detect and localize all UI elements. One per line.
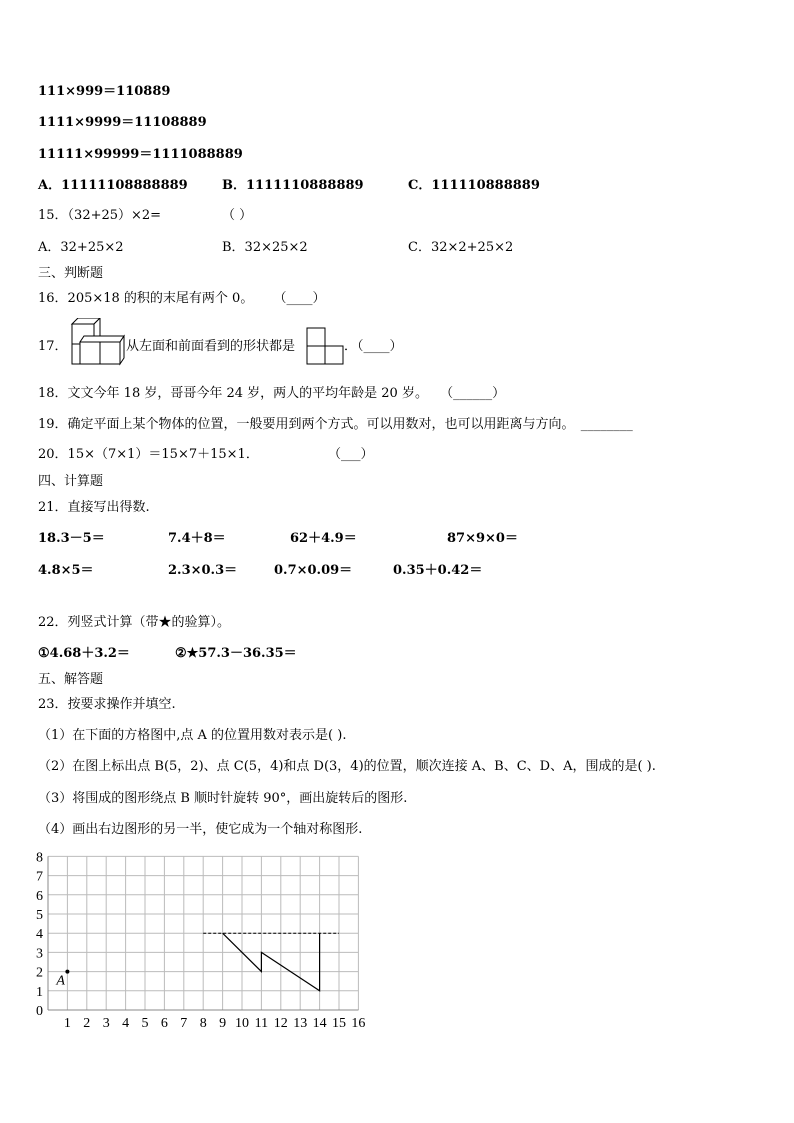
q23-part-2: （2）在图上标出点 B(5，2)、点 C(5，4)和点 D(3，4)的位置，顺次连接 A、B、C、D、A，围成的是( ).	[38, 759, 656, 774]
x-tick-label: 11	[254, 1016, 269, 1031]
q15-option-a: A．32+25×2	[38, 240, 124, 255]
q22-item-b: ②★57.3－36.35＝	[175, 646, 297, 661]
q20-stem: 20．15×（7×1）＝15×7＋15×1．	[38, 447, 259, 462]
y-tick-label: 7	[36, 869, 43, 885]
y-tick-label: 6	[36, 888, 43, 904]
y-tick-label: 4	[36, 927, 43, 943]
x-tick-label: 3	[102, 1016, 110, 1031]
q21-item-3: 62＋4.9＝	[290, 531, 357, 546]
x-tick-label: 4	[122, 1016, 130, 1031]
example-line-3: 11111×99999＝1111088889	[38, 147, 243, 162]
q17-num: 17．	[38, 339, 68, 354]
q22-stem: 22．列竖式计算（带★的验算）。	[38, 615, 231, 630]
section-4-heading: 四、计算题	[38, 474, 104, 489]
x-tick-label: 10	[235, 1016, 249, 1031]
q21-item-5: 4.8×5＝	[38, 563, 94, 578]
x-tick-label: 14	[312, 1016, 327, 1031]
example-line-1: 111×999＝110889	[38, 84, 171, 99]
q23-part-1: （1）在下面的方格图中,点 A 的位置用数对表示是( ).	[38, 728, 347, 743]
section-5-heading: 五、解答题	[38, 672, 104, 687]
x-tick-label: 13	[293, 1016, 308, 1031]
q18-stem: 18．文文今年 18 岁，哥哥今年 24 岁，两人的平均年龄是 20 岁。	[38, 386, 428, 401]
q22-item-a: ①4.68＋3.2＝	[38, 646, 130, 661]
q19	[38, 417, 633, 433]
section-3-heading: 三、判断题	[38, 266, 104, 281]
q15-option-b: B．32×25×2	[222, 240, 308, 255]
example-line-2: 1111×9999＝11108889	[38, 115, 207, 130]
view-shape-figure	[306, 327, 346, 365]
q15-paren: （ ）	[222, 208, 253, 223]
q21-stem: 21．直接写出得数.	[38, 500, 150, 515]
coordinate-grid	[30, 848, 375, 1037]
q23-part-4: （4）画出右边图形的另一半，使它成为一个轴对称图形.	[38, 822, 363, 837]
q21-item-2: 7.4＋8＝	[168, 531, 226, 546]
q14-option-b: B．1111110888889	[222, 178, 364, 193]
y-tick-label: 8	[36, 850, 43, 866]
y-tick-label: 0	[36, 1004, 43, 1019]
q16-blank: （____）	[273, 291, 326, 306]
q14-option-c: C．111110888889	[408, 178, 540, 193]
x-tick-label: 6	[160, 1016, 168, 1031]
y-tick-label: 1	[36, 984, 43, 1000]
y-tick-label: 5	[36, 908, 43, 923]
half-figure-shape	[223, 933, 320, 991]
x-tick-label: 5	[141, 1016, 149, 1031]
y-tick-label: 2	[36, 965, 43, 981]
y-tick-label: 3	[36, 946, 43, 962]
q19-blank: ________	[580, 417, 633, 432]
q21-item-1: 18.3－5＝	[38, 531, 105, 546]
x-tick-label: 1	[63, 1016, 71, 1031]
q20-blank: （___）	[328, 447, 374, 462]
x-tick-label: 12	[273, 1016, 288, 1031]
grid-svg	[30, 848, 375, 1033]
point-a-label: A	[56, 973, 65, 989]
q16	[38, 291, 325, 307]
q15-stem: 15．（32+25）×2=	[38, 208, 162, 223]
q17-blank: ．（____）	[344, 339, 403, 354]
x-tick-label: 15	[332, 1016, 346, 1031]
q19-stem: 19．确定平面上某个物体的位置，一般要用到两个方式。可以用数对，也可以用距离与方向。	[38, 417, 575, 432]
q15-option-c: C．32×2+25×2	[408, 240, 514, 255]
q14-option-a: A．11111108888889	[38, 178, 188, 193]
q21-item-6: 2.3×0.3＝	[168, 563, 238, 578]
cube-stack-figure	[63, 318, 125, 366]
q17-text: 从左面和前面看到的形状都是	[126, 339, 296, 354]
q18	[38, 386, 505, 402]
x-tick-label: 7	[180, 1016, 188, 1031]
q18-blank: （______）	[440, 386, 506, 401]
x-tick-label: 16	[351, 1016, 366, 1031]
q21-item-8: 0.35＋0.42＝	[393, 563, 483, 578]
q23-part-3: （3）将围成的图形绕点 B 顺时针旋转 90°，画出旋转后的图形.	[38, 791, 408, 806]
x-tick-label: 2	[83, 1016, 91, 1031]
q23-stem: 23．按要求操作并填空.	[38, 697, 176, 712]
x-tick-label: 9	[219, 1016, 227, 1031]
x-tick-label: 8	[199, 1016, 207, 1031]
q21-item-7: 0.7×0.09＝	[274, 563, 353, 578]
point-a-dot	[65, 970, 69, 974]
q21-item-4: 87×9×0＝	[447, 531, 518, 546]
q16-stem: 16．205×18 的积的末尾有两个 0。	[38, 291, 254, 306]
